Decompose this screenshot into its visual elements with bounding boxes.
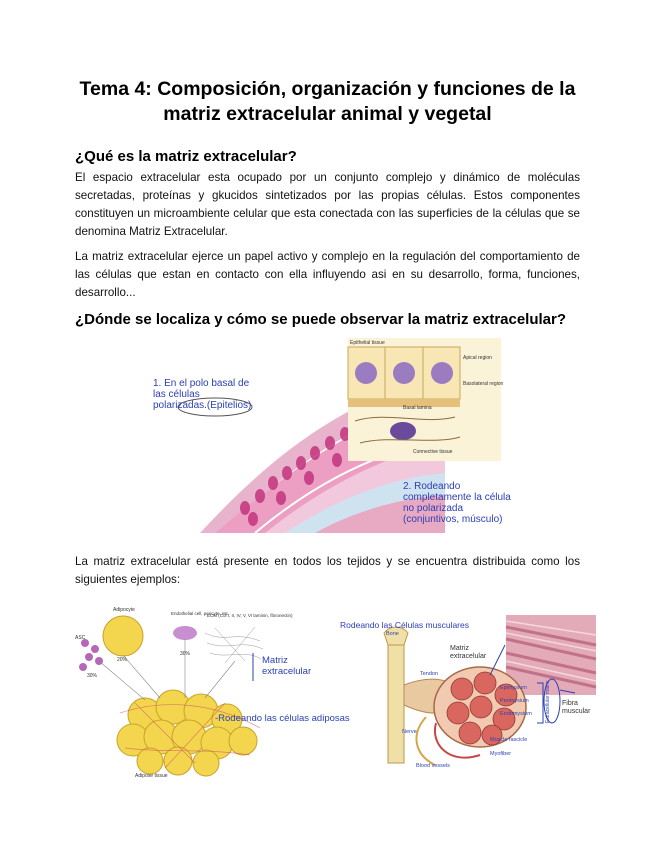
- endothelial-cell: [173, 626, 197, 640]
- label-fascicle: Muscle fascicle: [490, 737, 528, 743]
- label-epimysium: Epimysium: [500, 685, 527, 691]
- label-blood-vessels: Blood vessels: [416, 763, 450, 769]
- inset-label-top: Epithelial tissue: [350, 340, 385, 346]
- muscle-figure: [340, 605, 602, 777]
- ecm-fibers: [205, 627, 263, 663]
- label-rodeando-adiposas: -Rodeando las células adiposas: [215, 713, 350, 724]
- label-tendon: Tendon: [420, 671, 439, 677]
- label-perimysium: Perimysium: [500, 698, 529, 704]
- section-heading-what: ¿Qué es la matriz extracelular?: [75, 148, 297, 165]
- asc-cells: [79, 639, 103, 671]
- muscle-fascicle-cross-section: [434, 667, 526, 747]
- label-percent-1: 20%: [117, 657, 128, 663]
- label-adipose-tissue: Adipose tissue: [135, 773, 168, 778]
- label-percent-2: 30%: [87, 673, 98, 679]
- label-adipocyte: Adipocyte: [113, 607, 135, 613]
- label-fibra-muscular: Fibra muscular: [562, 700, 591, 715]
- paragraph-definition: El espacio extracelular esta ocupado por un conjunto complejo y dinámico de moléculas secretadas, proteínas y gkucidos sintetizados por las propias células. Estos componentes constituyen un microambiente celular que esta conectada con las superficies de la células que se denomina Matriz Extracelular.: [75, 171, 580, 238]
- inset-label-apical: Apical region: [463, 355, 492, 361]
- page-title: Tema 4: Composición, organización y funciones de la matriz extracelular animal y vegetal: [79, 78, 576, 125]
- inset-label-basal-lamina: Basal lamina: [403, 405, 432, 411]
- adipose-svg: [75, 603, 340, 778]
- label-rodeando-celula: 2. Rodeando completamente la célula no polarizada (conjuntivos, músculo): [403, 481, 511, 525]
- label-matriz-muscle: Matriz extracelular: [450, 645, 487, 660]
- label-endothelial: Endothelial cell, pericyte, etc.: [171, 611, 230, 616]
- paragraph-role: La matriz extracelular ejerce un papel activo y complejo en la regulación del comportamiento de las células que estan en contacto con ella influyendo asi en su desarrollo, forma, funciones, desarrollo...: [75, 250, 580, 299]
- inset-label-basolateral: Basolateral region: [463, 381, 504, 387]
- label-bone: Bone: [386, 631, 399, 637]
- inset-label-connective: Connective tissue: [413, 449, 453, 455]
- label-nerve: Nerve: [402, 729, 417, 735]
- label-asc: ASC: [75, 635, 86, 641]
- epithelium-figure: [145, 333, 511, 533]
- label-rodeando-musculares: Rodeando las Células musculares: [340, 620, 469, 630]
- adipose-figure: [75, 603, 350, 778]
- muscle-svg: [340, 605, 602, 777]
- section-heading-where: ¿Dónde se localiza y cómo se puede observar la matriz extracelular?: [75, 311, 567, 328]
- label-percent-3: 30%: [180, 651, 191, 657]
- label-polo-basal: 1. En el polo basal de las células polarizadas.(Epitelios): [153, 378, 252, 411]
- label-endomysium: Endomysium: [500, 711, 532, 717]
- label-myofiber: Myofiber: [490, 751, 512, 757]
- label-ecm-vertical: Extracellular matrix: [545, 680, 551, 723]
- label-ecm: ECM (Col I, II, IV, V, VI laminin, fibronectin): [207, 613, 293, 618]
- label-matriz-adipose: Matriz extracelular: [262, 655, 312, 677]
- epithelium-inset-diagram: [348, 338, 504, 461]
- paragraph-distribution: La matriz extracelular está presente en todos los tejidos y se encuentra distribuida como los siguientes ejemplos:: [75, 555, 580, 586]
